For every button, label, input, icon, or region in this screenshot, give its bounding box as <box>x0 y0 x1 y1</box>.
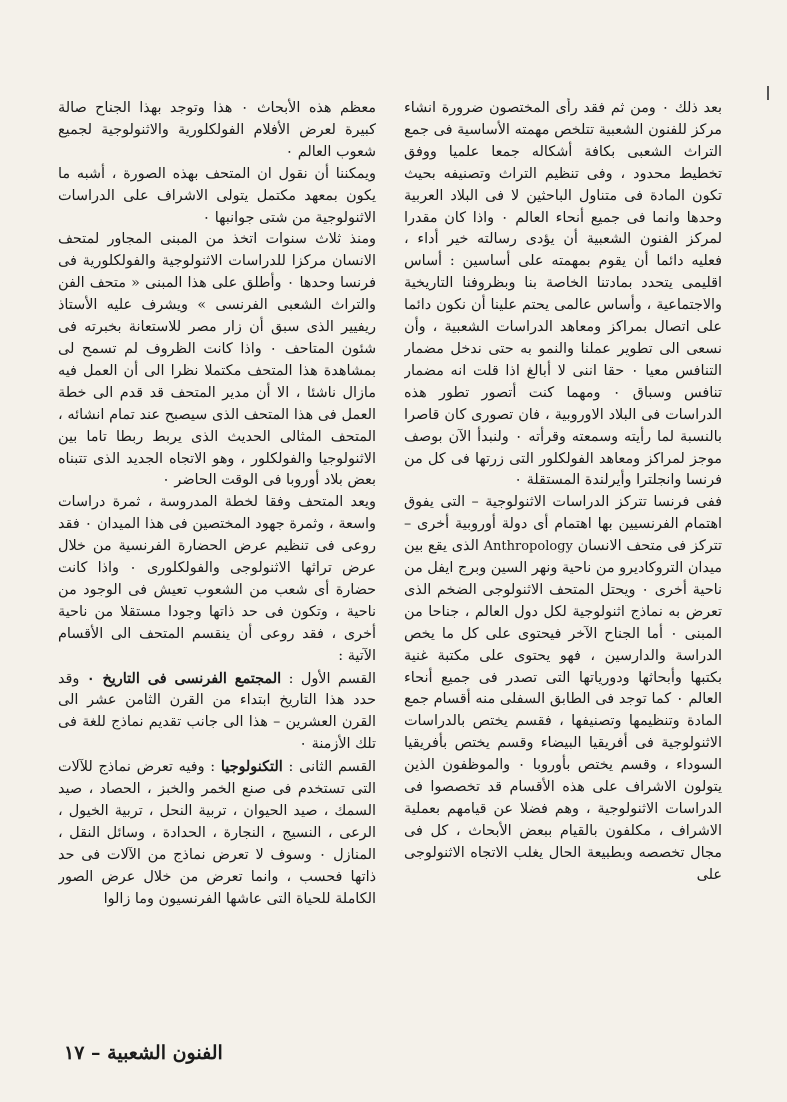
paragraph-text: الذى يقع بين ميدان التروكاديرو من ناحية ونهر السين وبرج ايفل من ناحية أخرى ٠ ويحتل المتحف الاثنولوجى الضخم الذى تعرض به نماذج اثنولوجية لكل دول العالم ، جناحا من المبنى ٠ أما الجناح الآخر فيحتوى على كل ما يخص الدراسة والدارسين ، فهو يحتوى على مكتبة غنية بكتبها وأبحاثها ودورياتها التى تصدر فى جميع أنحاء العالم ٠ كما توجد فى الطابق السفلى منه أقسام جمع المادة وتنظيمها وتصنيفها ، فقسم يختص بالدراسات الاثنولوجية فى أفريقيا البيضاء وقسم يختص بأفريقيا السوداء ، وقسم يختص بأوروبا ٠ والموظفون الذين يتولون الاشراف على هذه الأقسام قد تخصصوا فى الدراسات الاثنولوجية ، وهم فضلا عن قيامهم بعملية الاشراف ، مكلفون بالقيام ببعض الأبحاث ، كل فى مجال تخصصه وبطبيعة الحال يغلب الاتجاه الاثنولوجى على <box>404 538 722 883</box>
right-column <box>404 98 722 1060</box>
section-lead: القسم الثانى : <box>288 759 376 776</box>
left-column <box>58 98 376 1060</box>
margin-mark <box>767 86 769 100</box>
section-title: التكنولوجيا <box>220 758 283 776</box>
paragraph <box>58 756 376 910</box>
section-lead: القسم الأول : <box>288 670 376 687</box>
section-title: المجتمع الفرنسى فى التاريخ ٠ <box>86 669 282 687</box>
paragraph <box>404 492 722 886</box>
page-footer: الفنون الشعبية – ١٧ <box>64 1042 223 1064</box>
paragraph <box>58 668 376 757</box>
paragraph: ويمكننا أن نقول ان المتحف بهذه الصورة ، أشبه ما يكون بمعهد مكتمل يتولى الاشراف على الدراسات الاثنولوجية من شتى جوانبها ٠ <box>58 165 376 226</box>
paragraph-text: وقد حدد هذا التاريخ ابتداء من القرن الثامن عشر الى القرن العشرين – هذا الى جانب تقديم نماذج للغة فى تلك الأزمنة ٠ <box>58 670 376 753</box>
paragraph: ومنذ ثلاث سنوات اتخذ من المبنى المجاور لمتحف الانسان مركزا للدراسات الاثنولوجية والفولكلورية فى فرنسا وحدها ٠ وأطلق على هذا المبنى « متحف الفن والتراث الشعبى الفرنسى » ويشرف عليه الأستاذ ريفيير الذى سبق أن زار مصر للاستعانة بخبرته فى شئون المتاحف ٠ واذا كانت الظروف لم تسمح لى بمشاهدة هذا المتحف مكتملا نظرا الى أن العمل فيه مازال ناشئا ، الا أن مدير المتحف قد قدم الى خطة العمل فى هذا المتحف الذى سيصبح عند تمام انشائه ، المتحف المثالى الحديث الذى يربط ربطا تاما بين الاثنولوجيا والفولكلور ، وهو الاتجاه الجديد الذى تتبناه بعض بلاد أوروبا فى الوقت الحاضر ٠ <box>58 231 376 489</box>
latin-term: Anthropology <box>483 539 573 555</box>
paragraph-text: : وفيه تعرض نماذج للآلات التى تستخدم فى صنع الخمر والخبز ، الحصاد ، صيد السمك ، صيد الحيوان ، تربية النحل ، تربية الخيول ، الرعى ، النسيج ، النجارة ، الحدادة ، وسائل النقل ، المنازل ٠ وسوف لا تعرض نماذج من الآلات فى حد ذاتها فحسب ، وانما تعرض من خلال عرض الصور الكاملة للحياة التى عاشها الفرنسيون وما زالوا <box>58 759 376 907</box>
paragraph: معظم هذه الأبحاث ٠ هذا وتوجد بهذا الجناح صالة كبيرة لعرض الأفلام الفولكلورية والاثنولوجية لجميع شعوب العالم ٠ <box>58 100 376 160</box>
paragraph: ويعد المتحف وفقا لخطة المدروسة ، ثمرة دراسات واسعة ، وثمرة جهود المختصين فى هذا الميدان ٠ فقد روعى فى تنظيم عرض الحضارة الفرنسية من خلال عرض تراثها الاثنولوجى والفولكلورى ٠ واذا كانت حضارة أى شعب من الشعوب تعيش فى الوجود من ناحية ، وتكون فى حد ذاتها وجودا مستقلا من ناحية أخرى ، فقد روعى أن ينقسم المتحف الى الأقسام الآتية : <box>58 494 376 664</box>
paragraph-text: ففى فرنسا تتركز الدراسات الاثنولوجية – التى يفوق اهتمام الفرنسيين بها اهتمام أى دولة أوروبية أخرى – تتركز فى متحف الانسان <box>404 494 722 555</box>
paragraph: بعد ذلك ٠ ومن ثم فقد رأى المختصون ضرورة انشاء مركز للفنون الشعبية تتلخص مهمته الأساسية فى جمع التراث الشعبى بكافة أشكاله جمعا علميا ووفق تخطيط محدود ، وفى تنظيم التراث وتصنيفه بحيث تكون المادة فى متناول الباحثين لا فى البلاد العربية وحدها وانما فى جميع أنحاء العالم ٠ واذا كان مقدرا لمركز الفنون الشعبية أن يؤدى رسالته خير أداء ، فعليه دائما أن يقوم بمهمته على أساسين : أساس اقليمى يتحدد بمادتنا الخاصة بنا وبظروفنا التاريخية والاجتماعية ، وأساس عالمى يحتم علينا أن نكون دائما على اتصال بمراكز ومعاهد الدراسات الشعبية ، وأن نسعى الى تطوير عملنا والنمو به حتى ندخل مضمار التنافس معيا ٠ حقا اننى لا أبالغ اذا قلت انه مضمار تنافس وسباق ٠ ومهما كنت أتصور تطور هذه الدراسات فى البلاد الاوروبية ، فان تصورى كان قاصرا بالنسبة لما رأيته وسمعته وقرأته ٠ ولنبدأ الآن بوصف موجز لمراكز ومعاهد الفولكلور التى زرتها فى كل من فرنسا وانجلترا وأيرلندة المستقلة ٠ <box>404 100 722 489</box>
